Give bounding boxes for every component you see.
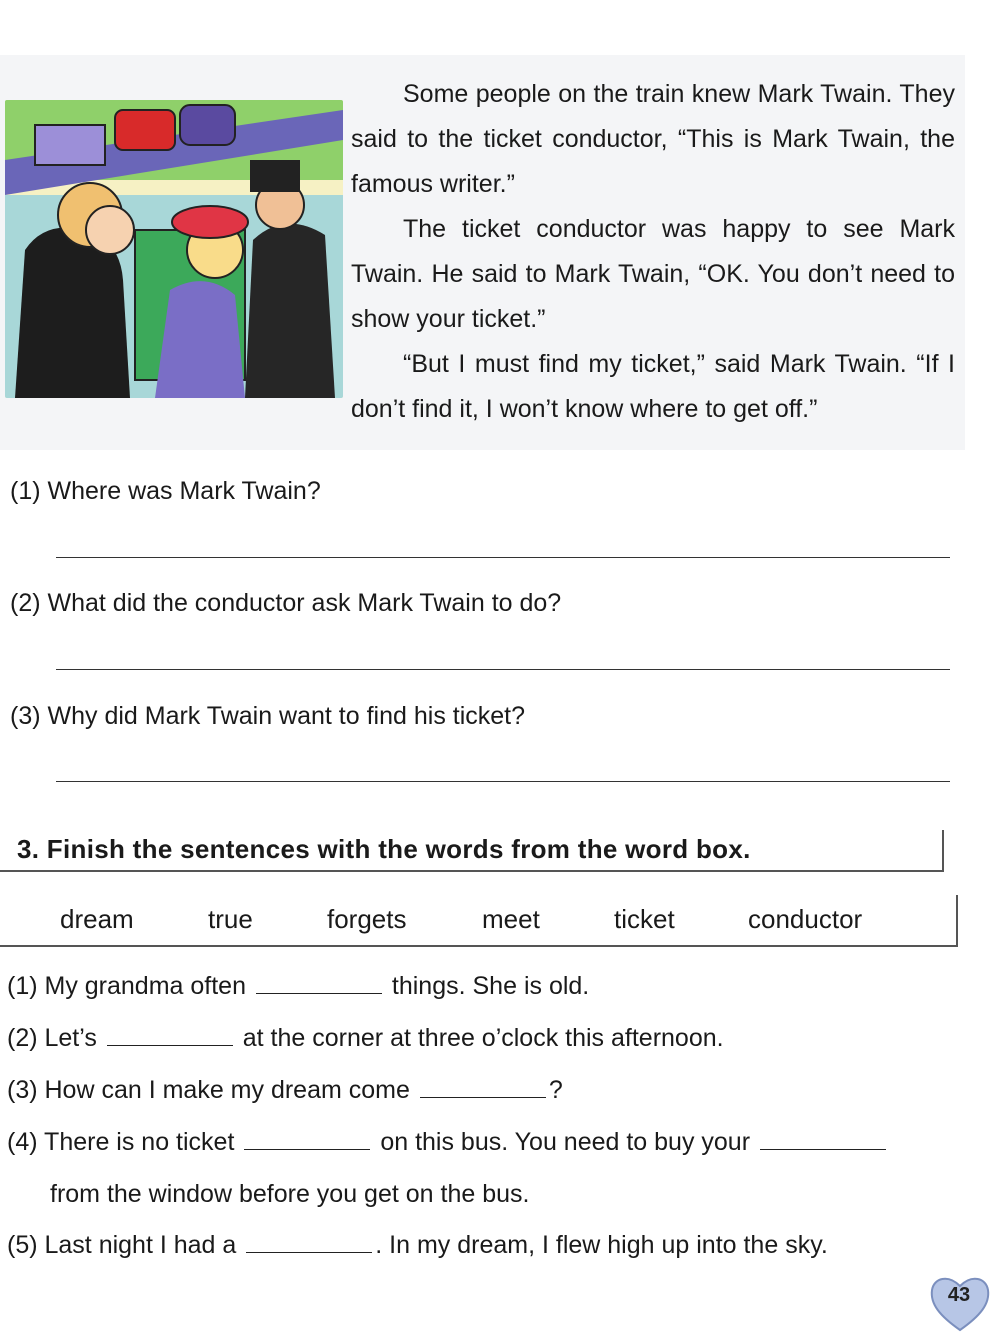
word-ticket: ticket <box>614 904 675 934</box>
word-conductor: conductor <box>748 904 863 934</box>
sentence-5 <box>7 1231 828 1260</box>
reading-passage <box>351 72 955 432</box>
blank-4b[interactable] <box>760 1129 886 1150</box>
question-3: (3) Why did Mark Twain want to find his ticket? <box>10 702 526 730</box>
page-number: 43 <box>947 1284 971 1306</box>
sentence-2-start: (2) Let’s <box>7 1024 97 1052</box>
blank-1[interactable] <box>256 973 382 994</box>
sentence-4-continuation: from the window before you get on the bus. <box>50 1180 530 1208</box>
sentence-2-end: at the corner at three o’clock this afternoon. <box>242 1024 724 1052</box>
section-title: 3. Finish the sentences with the words from the word box. <box>17 834 751 864</box>
question-1: (1) Where was Mark Twain? <box>10 477 321 505</box>
sentence-1-start: (1) My grandma often <box>7 972 246 1000</box>
blank-4a[interactable] <box>244 1129 370 1150</box>
passage-paragraph-3: “But I must find my ticket,” said Mark Twain. “If I don’t find it, I won’t know where to get off.” <box>351 350 955 423</box>
sentence-4-start: (4) There is no ticket <box>7 1128 235 1156</box>
sentence-1 <box>7 972 589 1001</box>
word-forgets: forgets <box>327 904 407 934</box>
sentence-4 <box>7 1128 889 1157</box>
sentence-1-end: things. She is old. <box>391 972 590 1000</box>
train-illustration <box>5 100 343 398</box>
blank-5[interactable] <box>246 1232 372 1253</box>
answer-line-2[interactable] <box>56 669 950 670</box>
question-2: (2) What did the conductor ask Mark Twain to do? <box>10 589 562 617</box>
word-meet: meet <box>482 904 540 934</box>
passage-paragraph-2: The ticket conductor was happy to see Mark Twain. He said to Mark Twain, “OK. You don’t need to show your ticket.” <box>351 215 955 333</box>
word-true: true <box>208 904 253 934</box>
sentence-3-start: (3) How can I make my dream come <box>7 1076 410 1104</box>
sentence-3 <box>7 1076 563 1105</box>
sentence-2 <box>7 1024 724 1053</box>
sentence-5-start: (5) Last night I had a <box>7 1231 237 1259</box>
answer-line-1[interactable] <box>56 557 950 558</box>
sentence-4-middle: on this bus. You need to buy your <box>380 1128 751 1156</box>
word-dream: dream <box>60 904 134 934</box>
blank-3[interactable] <box>420 1077 546 1098</box>
sentence-5-end: . In my dream, I flew high up into the sky. <box>375 1231 828 1259</box>
blank-2[interactable] <box>107 1025 233 1046</box>
answer-line-3[interactable] <box>56 781 950 782</box>
sentence-3-end: ? <box>548 1076 563 1104</box>
passage-paragraph-1: Some people on the train knew Mark Twain. They said to the ticket conductor, “This is Mark Twain, the famous writer.” <box>351 80 955 198</box>
